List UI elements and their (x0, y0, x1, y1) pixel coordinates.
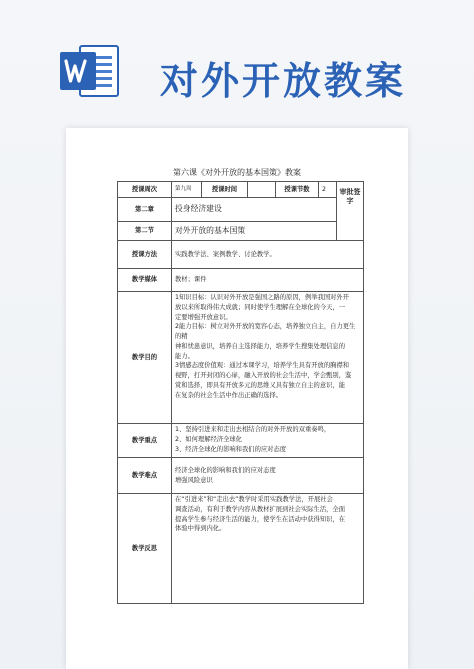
table-row (118, 494, 364, 604)
label-method: 授课方法 (118, 241, 172, 269)
value-week: 第九周 (172, 182, 202, 198)
table-row (118, 182, 364, 198)
label-difficulties: 教学难点 (118, 458, 172, 494)
label-reflection: 教学反思 (118, 494, 172, 604)
lesson-plan-table (117, 181, 364, 604)
goal-line: 3情感态度价值观：通过本课学习，培养学生具有开放的胸襟和 (175, 362, 350, 370)
label-keypoints: 教学重点 (118, 424, 172, 458)
label-chapter: 第二章 (118, 198, 172, 222)
reflection-line: 体验中得到内化。 (175, 525, 226, 533)
difficulty-line: 经济全球化的影响和我们的应对态度 (175, 466, 276, 474)
label-goals: 教学目的 (118, 292, 172, 424)
table-row (118, 292, 364, 424)
difficulty-line: 增强风险意识 (175, 476, 213, 484)
label-time: 授课时间 (202, 182, 248, 198)
document-page (66, 128, 408, 669)
goal-line: 在复杂的社会生活中作出正确的选择。 (175, 391, 283, 399)
label-count: 授课节数 (276, 182, 319, 198)
table-row (118, 198, 364, 222)
value-goals (172, 292, 364, 424)
value-section: 对外开放的基本国策 (172, 222, 337, 241)
keypoint-line: 1、坚持引进来和走出去相结合的对外开放的双重奏鸣， (175, 426, 331, 433)
reflection-line: 提高学生参与经济生活的能力，使学生在活动中获得知识，在 (175, 515, 346, 523)
table-row (118, 424, 364, 458)
goal-line: 放以来所取得伟大成就；同时使学生理解在全球化的今天，一 (175, 303, 346, 311)
goal-line: 定要增强开放意识。 (175, 313, 232, 321)
goal-line: 赏和选择，即具有开放多元的思维又具有独立自主的意识，能 (175, 381, 346, 389)
value-difficulties (172, 458, 364, 494)
value-keypoints (172, 424, 364, 458)
value-count: 2 (319, 182, 337, 198)
goal-line: 1知识目标：认识对外开放是强国之路的原因，例举我国对外开 (175, 294, 350, 301)
banner (0, 0, 474, 120)
keypoint-line: 3、经济全球化的影响和我们的应对态度 (175, 445, 287, 453)
banner-title: 对外开放教案 (160, 59, 407, 103)
goal-line: 视野，打开封闭的心扉，融入开放的社会生活中，学会甄别，鉴 (175, 372, 352, 379)
word-logo-icon (58, 40, 120, 102)
label-section: 第二节 (118, 222, 172, 241)
label-media: 教学媒体 (118, 269, 172, 292)
review-signature: 审批签字 (337, 182, 364, 241)
value-reflection (172, 494, 364, 604)
document-title: 第六课《对外开放的基本国策》教案 (173, 168, 301, 177)
table-row (118, 269, 364, 292)
goal-line: 能力。 (175, 352, 194, 360)
reflection-line: 在“引进来”和“走出去”教学时采用实践教学法，开展社会 (175, 496, 333, 503)
value-time (248, 182, 276, 198)
table-row (118, 241, 364, 269)
table-row (118, 458, 364, 494)
reflection-line: 调查活动，有利于教学内容从教材扩展到社会实际生活，全面 (175, 505, 346, 513)
goal-line: 2能力目标：树立对外开放的宽容心态，培养独立自主，自力更生的精 (175, 323, 356, 340)
keypoint-line: 2、如何理解经济全球化 (175, 435, 242, 443)
goal-line: 神和忧患意识，培养自主选择能力，培养学生搜集处理信息的 (175, 342, 346, 350)
table-row (118, 222, 364, 241)
value-chapter: 投身经济建设 (172, 198, 337, 222)
label-week: 授课周次 (118, 182, 172, 198)
value-media: 教材；课件 (172, 269, 364, 292)
value-method: 实践教学法、案例教学、讨论教学。 (172, 241, 364, 269)
